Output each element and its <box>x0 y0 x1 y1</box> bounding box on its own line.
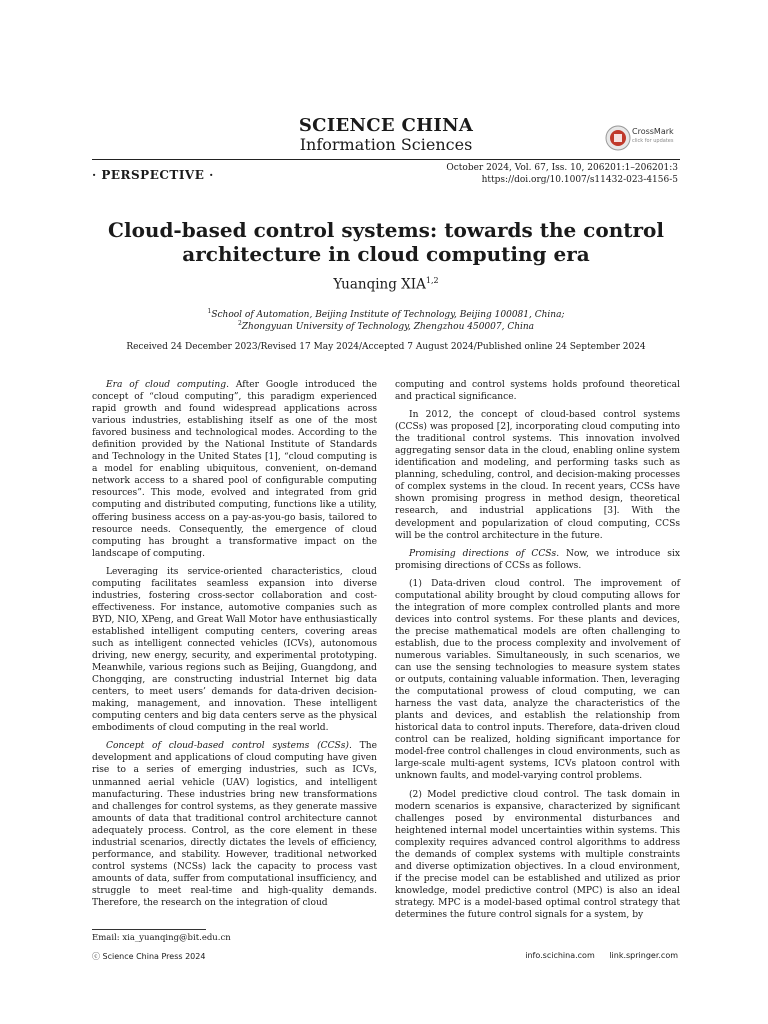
paper-title <box>80 218 692 266</box>
paragraph-lead: Era of cloud computing. <box>106 380 229 390</box>
author-superscript: 1,2 <box>425 276 439 285</box>
paragraph-text: After Google introduced the concept of “cloud computing”, this paradigm experienced rapid growth and found widespread applications across various industries, establishing itself as one of the most favored business and technological modes. According to the definition provided by the National Institute of Standards and Technology in the United States [1], “cloud computing is a model for enabling ubiquitous, convenient, on-demand network access to a shared pool of configurable computing resources”. This mode, evolved and integrated from grid computing and distributed computing, functions like a utility, offering business access on a pay-as-you-go basis, tailored to resource needs. Consequently, the emergence of cloud computing has brought a transformative impact on the landscape of computing. <box>92 380 378 559</box>
right-column <box>395 379 680 927</box>
paragraph: In 2012, the concept of cloud-based control systems (CCSs) was proposed [2], incorporating cloud computing into the traditional control systems. This innovation involved aggregating sensor data in the cloud, enabling online system identification and modeling, and performing tasks such as planning, scheduling, control, and decision-making processes of complex systems in the cloud. In recent years, CCSs have shown promising progress in method design, theoretical research, and industrial applications [3]. With the development and popularization of cloud computing, CCSs will be the control architecture in the future. <box>395 410 680 541</box>
paragraph <box>395 548 680 572</box>
affiliation-2 <box>0 320 768 332</box>
paragraph: (2) Model predictive cloud control. The task domain in modern scenarios is expansive, characterized by significant challenges posed by environmental disturbances and heightened internal model uncertainties within systems. This complexity requires advanced control algorithms to address the demands of complex systems with multiple constraints and diverse optimization objectives. In a cloud environment, if the precise model can be established and utilized as prior knowledge, model predictive control (MPC) is also an ideal strategy. MPC is a model-based optimal control strategy that determines the future control signals for a system, by <box>395 789 680 920</box>
paragraph: Leveraging its service-oriented characteristics, cloud computing facilitates seamless expansion into diverse industries, fostering cross-sector collaboration and cost-effectiveness. For instance, automotive companies such as BYD, NIO, XPeng, and Great Wall Motor have enthusiastically established intelligent computing centers, covering areas such as intelligent connected vehicles (ICVs), autonomous driving, new energy, security, and experimental prototyping. Meanwhile, various regions such as Beijing, Guangdong, and Chongqing, are constructing industrial Internet big data centers, to meet users’ demands for data-driven decision-making, management, and innovation. These intelligent computing centers and big data centers serve as the physical embodiments of cloud computing in the real world. <box>92 566 377 734</box>
paragraph-text: The development and applications of cloud computing have given rise to a series of emerging industries, such as ICVs, unmanned aerial vehicle (UAV) logistics, and intelligent manufacturing. These industries bring new transformations and challenges for control systems, as they generate massive amounts of data that traditional control architecture cannot adequately process. Control, as the core element in these industrial scenarios, directly dictates the levels of efficiency, performance, and stability. However, traditional networked control systems (NCSs) lack the capacity to process vast amounts of data, suffer from computational insufficiency, and struggle to meet real-time and high-quality demands. Therefore, the research on the integration of cloud <box>92 741 377 908</box>
affiliation-1-sup: 1 <box>207 308 212 315</box>
left-column <box>92 379 377 915</box>
author <box>0 276 768 293</box>
header-rule <box>92 159 680 160</box>
crossmark-label[interactable]: CrossMark <box>632 127 674 136</box>
title-line-2: architecture in cloud computing era <box>182 242 590 266</box>
footnote-rule <box>92 929 206 930</box>
paragraph: computing and control systems holds profound theoretical and practical significance. <box>395 380 680 403</box>
affiliation-2-sup: 2 <box>237 320 242 327</box>
footer-link-springer[interactable]: link.springer.com <box>609 951 678 960</box>
paragraph-lead: Promising directions of CCSs. <box>409 548 560 559</box>
journal-name: SCIENCE CHINA <box>298 115 474 136</box>
citation-volume: October 2024, Vol. 67, Iss. 10, 206201:1–206201:3 <box>446 163 678 173</box>
section-label: · PERSPECTIVE · <box>92 168 214 182</box>
footer-links <box>513 951 678 960</box>
citation-doi[interactable]: https://doi.org/10.1007/s11432-023-4156-5 <box>481 175 678 185</box>
affiliation-2-text: Zhongyuan University of Technology, Zhengzhou 450007, China <box>241 322 535 332</box>
received-dates: Received 24 December 2023/Revised 17 May 2024/Accepted 7 August 2024/Published online 24 September 2024 <box>126 342 646 352</box>
paragraph-lead: Concept of cloud-based control systems (CCSs). <box>106 741 352 752</box>
paragraph-text: Now, we introduce six promising directions of CCSs as follows. <box>395 548 680 571</box>
paragraph: (1) Data-driven cloud control. The improvement of computational ability brought by cloud computing allows for the integration of more complex controlled plants and more devices into control systems. For these plants and devices, the precise mathematical models are often challenging to establish, due to the process complexity and involvement of numerous variables. Simultaneously, in such scenarios, we can use the sensing technologies to measure system states or outputs, containing valuable information. Then, leveraging the computational prowess of cloud computing, we can harness the vast data, analyze the characteristics of the plants and devices, and establish the relationship from historical data to control inputs. Therefore, data-driven cloud control can be realized, holding significant importance for model-free control challenges in cloud environments, such as large-scale multi-agent systems, ICVs platoon control with unknown faults, and model-varying control problems. <box>395 578 680 782</box>
footer-copyright: ⓒ Science China Press 2024 <box>92 952 206 961</box>
crossmark-sublabel: click for updates <box>632 138 674 144</box>
journal-subtitle: Information Sciences <box>299 135 473 154</box>
citation-block <box>446 162 678 186</box>
footer-link-scichina[interactable]: info.scichina.com <box>525 951 595 960</box>
affiliation-1 <box>0 308 768 320</box>
paragraph <box>92 740 377 909</box>
footnote-email[interactable]: Email: xia_yuanqing@bit.edu.cn <box>92 933 231 943</box>
paragraph <box>92 379 377 560</box>
affiliation-1-text: School of Automation, Beijing Institute of Technology, Beijing 100081, China; <box>211 310 565 320</box>
author-name: Yuanqing XIA <box>333 276 426 293</box>
title-line-1: Cloud-based control systems: towards the control <box>108 218 664 242</box>
